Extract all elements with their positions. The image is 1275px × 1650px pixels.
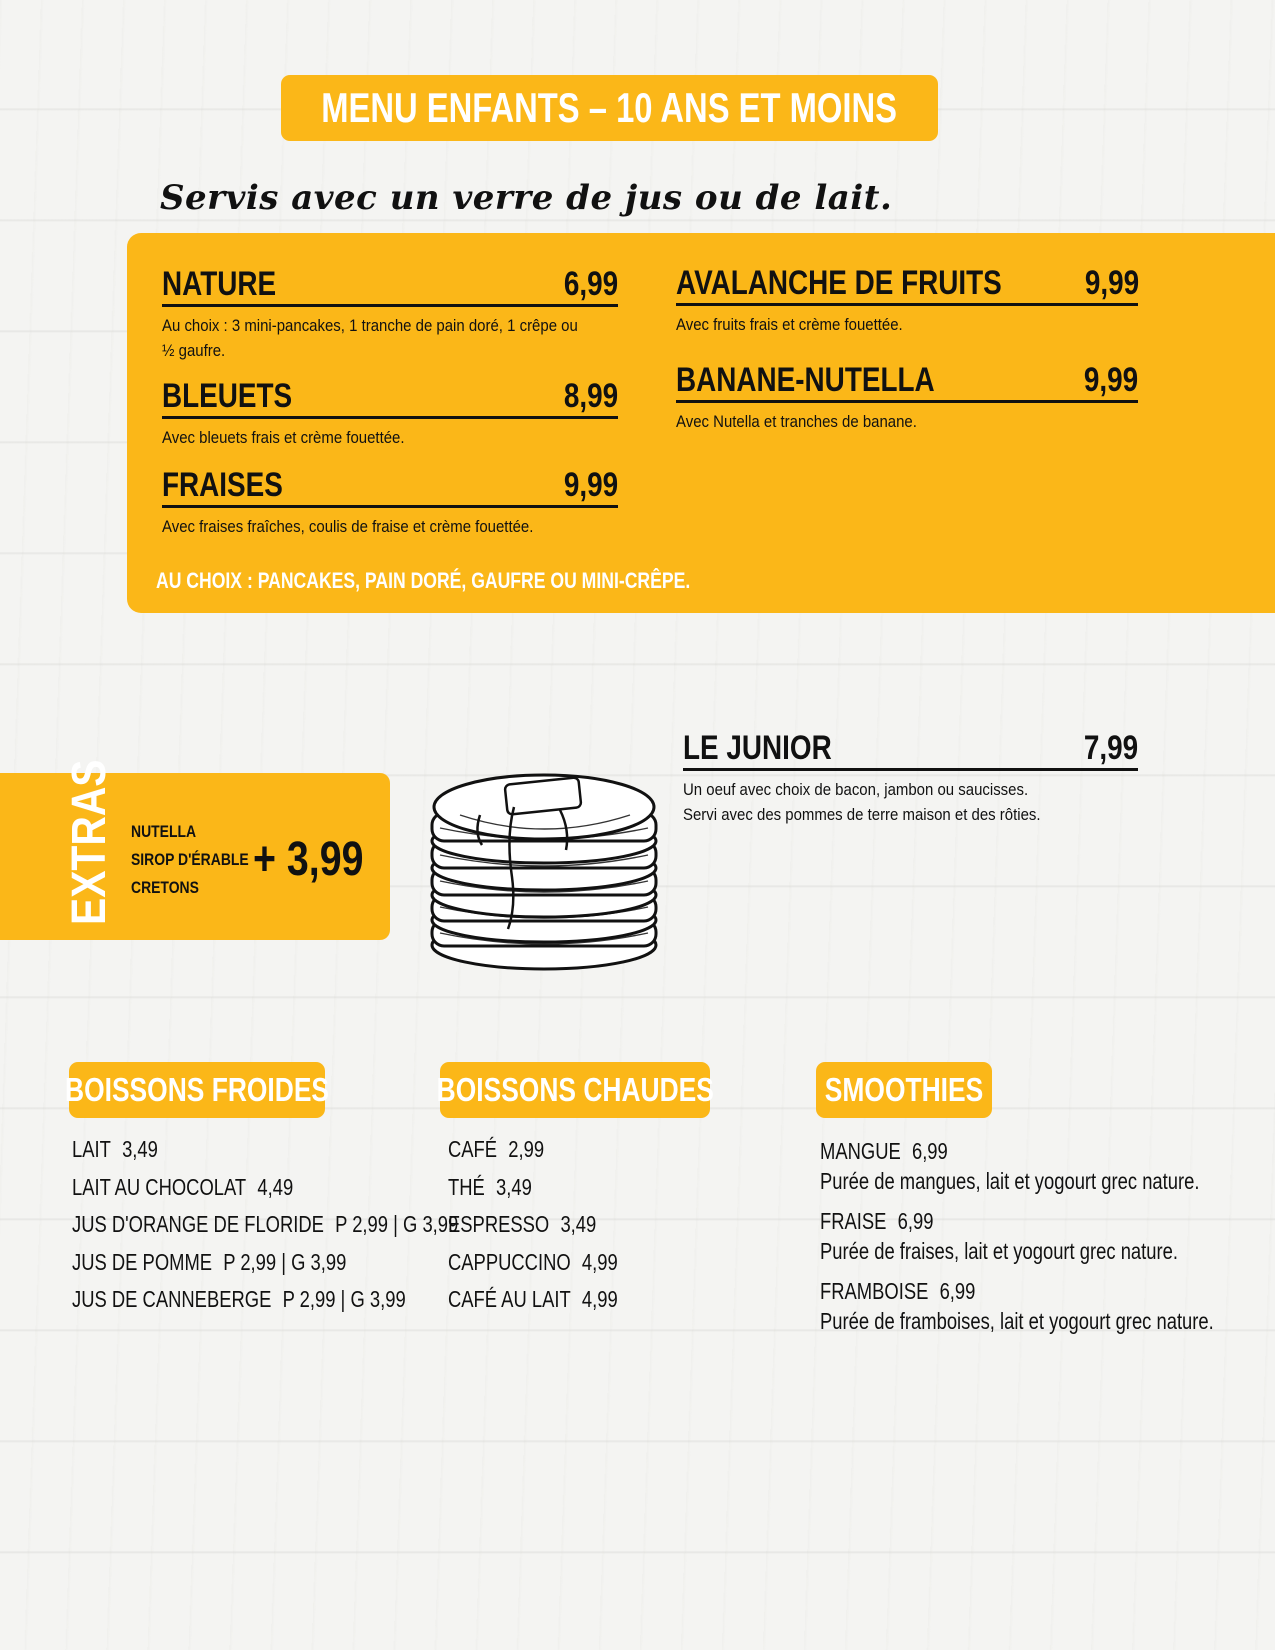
menu-item-avalanche xyxy=(676,261,1138,337)
list-item: MANGUE 6,99 Purée de mangues, lait et yogourt grec nature. xyxy=(820,1138,1200,1194)
section-title: SMOOTHIES xyxy=(824,1071,984,1108)
list-item: CAFÉ AU LAIT 4,99 xyxy=(448,1286,618,1312)
menu-title-banner xyxy=(281,75,938,141)
item-description xyxy=(683,777,1138,827)
item-description xyxy=(162,425,618,450)
item-name: BLEUETS xyxy=(162,377,293,415)
item-description xyxy=(676,312,1138,337)
section-title: BOISSONS CHAUDES xyxy=(436,1071,714,1108)
item-price: 9,99 xyxy=(1083,361,1138,399)
list-item: JUS DE CANNEBERGE P 2,99 | G 3,99 xyxy=(72,1286,406,1312)
extras-item: SIROP D'ÉRABLE xyxy=(131,850,249,869)
hot-drinks-list xyxy=(448,1136,660,1324)
item-name: AVALANCHE DE FRUITS xyxy=(676,264,1002,302)
extras-label: EXTRAS xyxy=(63,759,116,925)
pancake-stack-icon xyxy=(420,755,668,975)
list-item: FRAMBOISE 6,99 Purée de framboises, lait et yogourt grec nature. xyxy=(820,1278,1214,1334)
item-description xyxy=(162,514,618,539)
menu-title: MENU ENFANTS – 10 ANS ET MOINS xyxy=(321,84,898,131)
section-title: BOISSONS FROIDES xyxy=(64,1071,330,1108)
smoothies-list xyxy=(820,1138,1275,1348)
section-cold-drinks-tag xyxy=(64,1062,330,1118)
section-hot-drinks-tag xyxy=(436,1062,714,1118)
item-description xyxy=(676,409,1138,434)
menu-item-nature xyxy=(162,262,618,363)
desc-line: Un oeuf avec choix de bacon, jambon ou saucisses. xyxy=(683,780,1029,799)
desc-line: ½ gaufre. xyxy=(162,341,226,360)
item-price: 8,99 xyxy=(563,377,618,415)
item-description xyxy=(162,313,618,363)
desc-line: Avec fruits frais et crème fouettée. xyxy=(676,315,903,334)
menu-item-bleuets xyxy=(162,374,618,450)
list-item: CAFÉ 2,99 xyxy=(448,1136,545,1162)
list-item: LAIT AU CHOCOLAT 4,49 xyxy=(72,1173,294,1200)
list-item: THÉ 3,49 xyxy=(448,1173,532,1200)
desc-line: Servi avec des pommes de terre maison et des rôties. xyxy=(683,805,1041,824)
menu-item-banane-nutella xyxy=(676,358,1138,434)
item-price: 7,99 xyxy=(1083,729,1138,767)
choice-note: AU CHOIX : PANCAKES, PAIN DORÉ, GAUFRE OU MINI-CRÊPE. xyxy=(156,568,691,593)
item-name: FRAISES xyxy=(162,466,283,504)
list-item: JUS DE POMME P 2,99 | G 3,99 xyxy=(72,1248,347,1275)
extras-item: NUTELLA xyxy=(131,822,197,841)
desc-line: Avec fraises fraîches, coulis de fraise et crème fouettée. xyxy=(162,517,534,536)
section-smoothies-tag xyxy=(816,1062,992,1118)
list-item: ESPRESSO 3,49 xyxy=(448,1211,597,1237)
menu-item-le-junior xyxy=(683,726,1138,827)
item-name: NATURE xyxy=(162,265,277,303)
item-name: BANANE-NUTELLA xyxy=(676,361,935,399)
item-price: 9,99 xyxy=(1085,264,1140,302)
list-item: LAIT 3,49 xyxy=(72,1136,158,1162)
extras-item: CRETONS xyxy=(131,878,199,897)
item-name: LE JUNIOR xyxy=(683,729,832,767)
list-item: JUS D'ORANGE DE FLORIDE P 2,99 | G 3,99 xyxy=(72,1211,459,1237)
desc-line: Avec Nutella et tranches de banane. xyxy=(676,412,917,431)
desc-line: Au choix : 3 mini-pancakes, 1 tranche de pain doré, 1 crêpe ou xyxy=(162,316,578,335)
item-price: 9,99 xyxy=(563,466,618,504)
item-price: 6,99 xyxy=(563,265,618,303)
extras-price: + 3,99 xyxy=(253,833,364,886)
list-item: FRAISE 6,99 Purée de fraises, lait et yogourt grec nature. xyxy=(820,1208,1178,1264)
list-item: CAPPUCCINO 4,99 xyxy=(448,1248,618,1275)
menu-subtitle: Servis avec un verre de jus ou de lait. xyxy=(160,178,893,218)
desc-line: Avec bleuets frais et crème fouettée. xyxy=(162,428,405,447)
menu-item-fraises xyxy=(162,463,618,539)
